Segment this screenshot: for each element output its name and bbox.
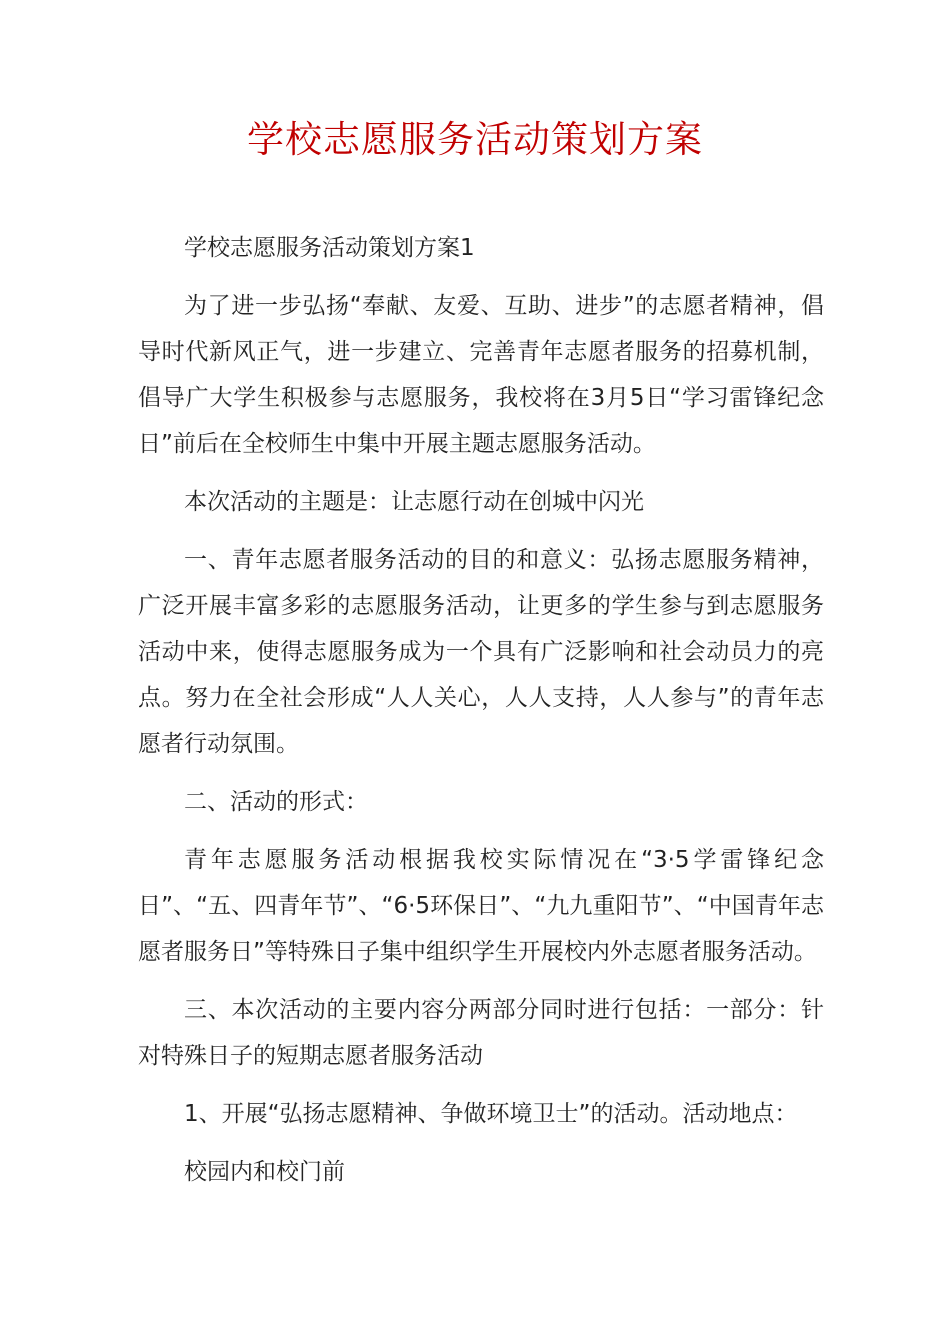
- paragraph-form: 青年志愿服务活动根据我校实际情况在“3·5学雷锋纪念日”、“五、四青年节”、“6·5环保日”、“九九重阳节”、“中国青年志愿者服务日”等特殊日子集中组织学生开展校内外志愿者服务活动。: [138, 847, 824, 965]
- document-title: 学校志愿服务活动策划方案: [247, 118, 703, 161]
- paragraph-theme: 本次活动的主题是：让志愿行动在创城中闪光: [184, 489, 644, 515]
- section-heading: 学校志愿服务活动策划方案1: [184, 235, 475, 261]
- paragraph-activity-1: 1、开展“弘扬志愿精神、争做环境卫士”的活动。活动地点：: [184, 1101, 798, 1127]
- paragraph-form-heading: 二、活动的形式：: [184, 789, 368, 815]
- paragraph-purpose: 一、青年志愿者服务活动的目的和意义：弘扬志愿服务精神，广泛开展丰富多彩的志愿服务活动，让更多的学生参与到志愿服务活动中来，使得志愿服务成为一个具有广泛影响和社会动员力的亮点。努力在全社会形成“人人关心，人人支持，人人参与”的青年志愿者行动氛围。: [138, 547, 824, 757]
- paragraph-content: 三、本次活动的主要内容分两部分同时进行包括：一部分：针对特殊日子的短期志愿者服务活动: [138, 997, 824, 1069]
- paragraph-location: 校园内和校门前: [184, 1159, 345, 1185]
- paragraph-intro: 为了进一步弘扬“奉献、友爱、互助、进步”的志愿者精神，倡导时代新风正气，进一步建立、完善青年志愿者服务的招募机制，倡导广大学生积极参与志愿服务，我校将在3月5日“学习雷锋纪念日”前后在全校师生中集中开展主题志愿服务活动。: [138, 293, 824, 457]
- document-body: [138, 225, 824, 1207]
